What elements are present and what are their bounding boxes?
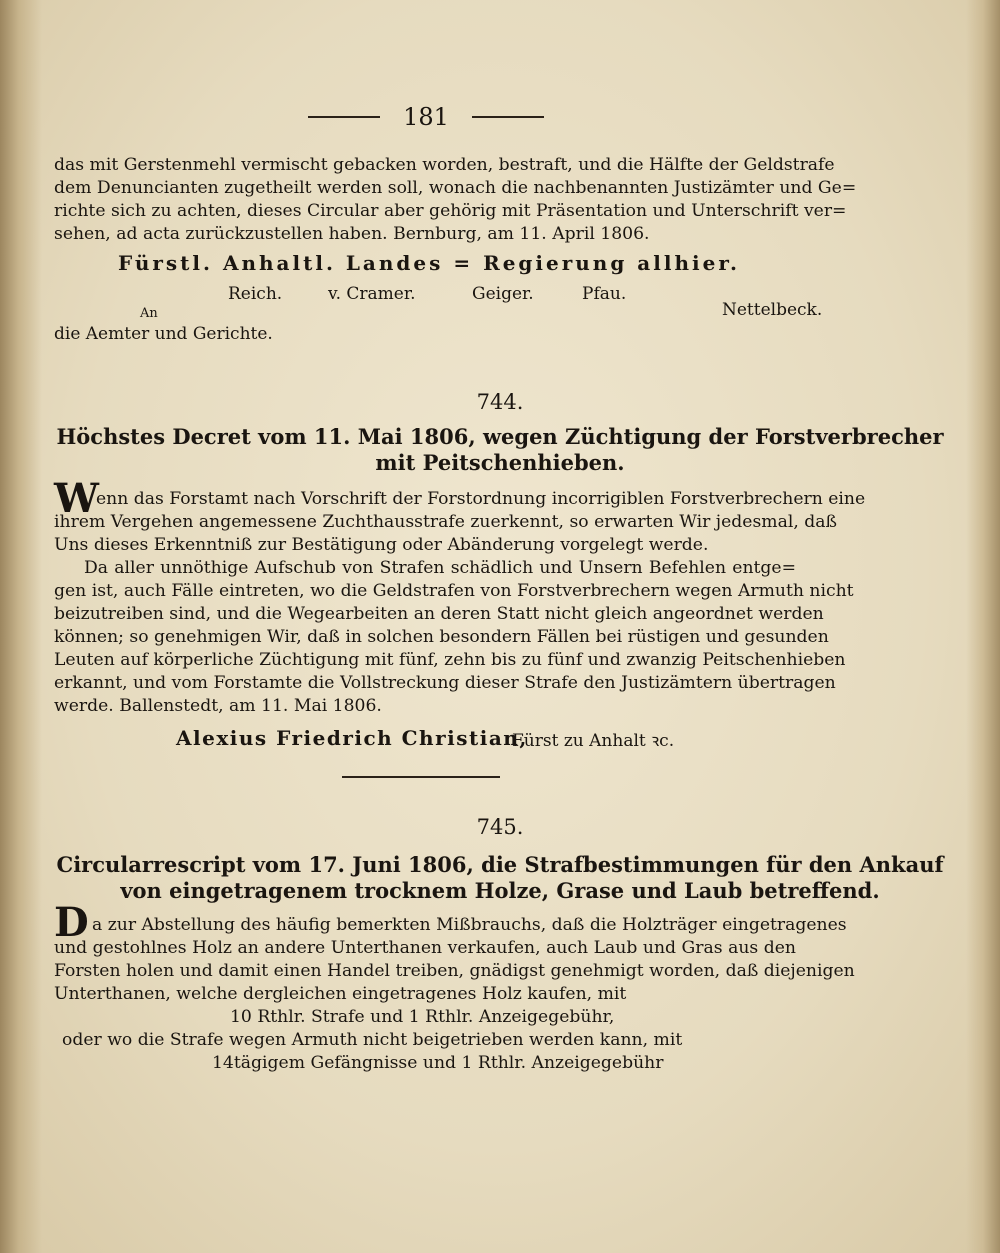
page-edge-right — [966, 0, 1000, 1253]
section-number: 744. — [476, 390, 524, 414]
text-line: Da aller unnöthige Aufschub von Strafen schädlich und Unsern Befehlen entge= — [84, 558, 796, 578]
text-line: Leuten auf körperliche Züchtigung mit fünf, zehn bis zu fünf und zwanzig Peitschenhieben — [54, 650, 846, 670]
section-number: 745. — [476, 815, 524, 839]
text-line: gen ist, auch Fälle eintreten, wo die Geldstrafen von Forstverbrechern wegen Armuth nicht — [54, 581, 854, 601]
text-line: Uns dieses Erkenntniß zur Bestätigung oder Abänderung vorgelegt werde. — [54, 535, 709, 555]
signature-title: Fürst zu Anhalt ꝛc. — [512, 731, 675, 751]
page-header — [308, 100, 544, 134]
text-line: ihrem Vergehen angemessene Zuchthausstrafe zuerkennt, so erwarten Wir jedesmal, daß — [54, 512, 837, 532]
signature-name: Alexius Friedrich Christian, — [176, 726, 528, 750]
signatory: Geiger. — [472, 284, 534, 304]
header-rule-right — [472, 116, 544, 118]
section-title: Circularrescript vom 17. Juni 1806, die Strafbestimmungen für den Ankauf — [56, 852, 944, 877]
signatory: Nettelbeck. — [722, 300, 823, 320]
header-rule-left — [308, 116, 380, 118]
section-divider — [342, 776, 500, 778]
authority-heading: Fürstl. Anhaltl. Landes = Regierung allhier. — [118, 251, 740, 275]
text-line: können; so genehmigen Wir, daß in solchen besondern Fällen bei rüstigen und gesunden — [54, 627, 829, 647]
signatory: Pfau. — [582, 284, 627, 304]
drop-cap: W — [54, 475, 99, 522]
section-title: von eingetragenem trocknem Holze, Grase und Laub betreffend. — [120, 878, 880, 903]
page-edge-left — [0, 0, 42, 1253]
text-line: a zur Abstellung des häufig bemerkten Mißbrauchs, daß die Holzträger eingetragenes — [92, 915, 847, 935]
text-line: 14tägigem Gefängnisse und 1 Rthlr. Anzeigegebühr — [212, 1053, 664, 1073]
text-line: enn das Forstamt nach Vorschrift der Forstordnung incorrigiblen Forstverbrechern eine — [96, 489, 866, 509]
text-line: 10 Rthlr. Strafe und 1 Rthlr. Anzeigegebühr, — [230, 1007, 615, 1027]
text-line: dem Denuncianten zugetheilt werden soll, wonach die nachbenannten Justizämter und Ge= — [54, 178, 857, 198]
text-line: erkannt, und vom Forstamte die Vollstreckung dieser Strafe den Justizämtern übertragen — [54, 673, 836, 693]
section-title: Höchstes Decret vom 11. Mai 1806, wegen Züchtigung der Forstverbrecher — [56, 424, 944, 449]
signatory: Reich. — [228, 284, 283, 304]
text-line: Unterthanen, welche dergleichen eingetragenes Holz kaufen, mit — [54, 984, 627, 1004]
text-line: beizutreiben sind, und die Wegearbeiten an deren Statt nicht gleich angeordnet werden — [54, 604, 824, 624]
recipient-prefix: An — [140, 306, 158, 321]
text-line: das mit Gerstenmehl vermischt gebacken worden, bestraft, und die Hälfte der Geldstrafe — [54, 155, 835, 175]
text-line: und gestohlnes Holz an andere Unterthanen verkaufen, auch Laub und Gras aus den — [54, 938, 796, 958]
recipient: die Aemter und Gerichte. — [54, 324, 273, 344]
page-number: 181 — [403, 103, 449, 131]
section-title: mit Peitschenhieben. — [375, 450, 625, 475]
text-line: werde. Ballenstedt, am 11. Mai 1806. — [54, 696, 382, 716]
text-line: richte sich zu achten, dieses Circular aber gehörig mit Präsentation und Unterschrift ver= — [54, 201, 847, 221]
text-line: oder wo die Strafe wegen Armuth nicht beigetrieben werden kann, mit — [62, 1030, 683, 1050]
drop-cap: D — [54, 899, 89, 946]
signatory: v. Cramer. — [328, 284, 416, 304]
text-line: sehen, ad acta zurückzustellen haben. Bernburg, am 11. April 1806. — [54, 224, 650, 244]
text-line: Forsten holen und damit einen Handel treiben, gnädigst genehmigt worden, daß diejenigen — [54, 961, 855, 981]
